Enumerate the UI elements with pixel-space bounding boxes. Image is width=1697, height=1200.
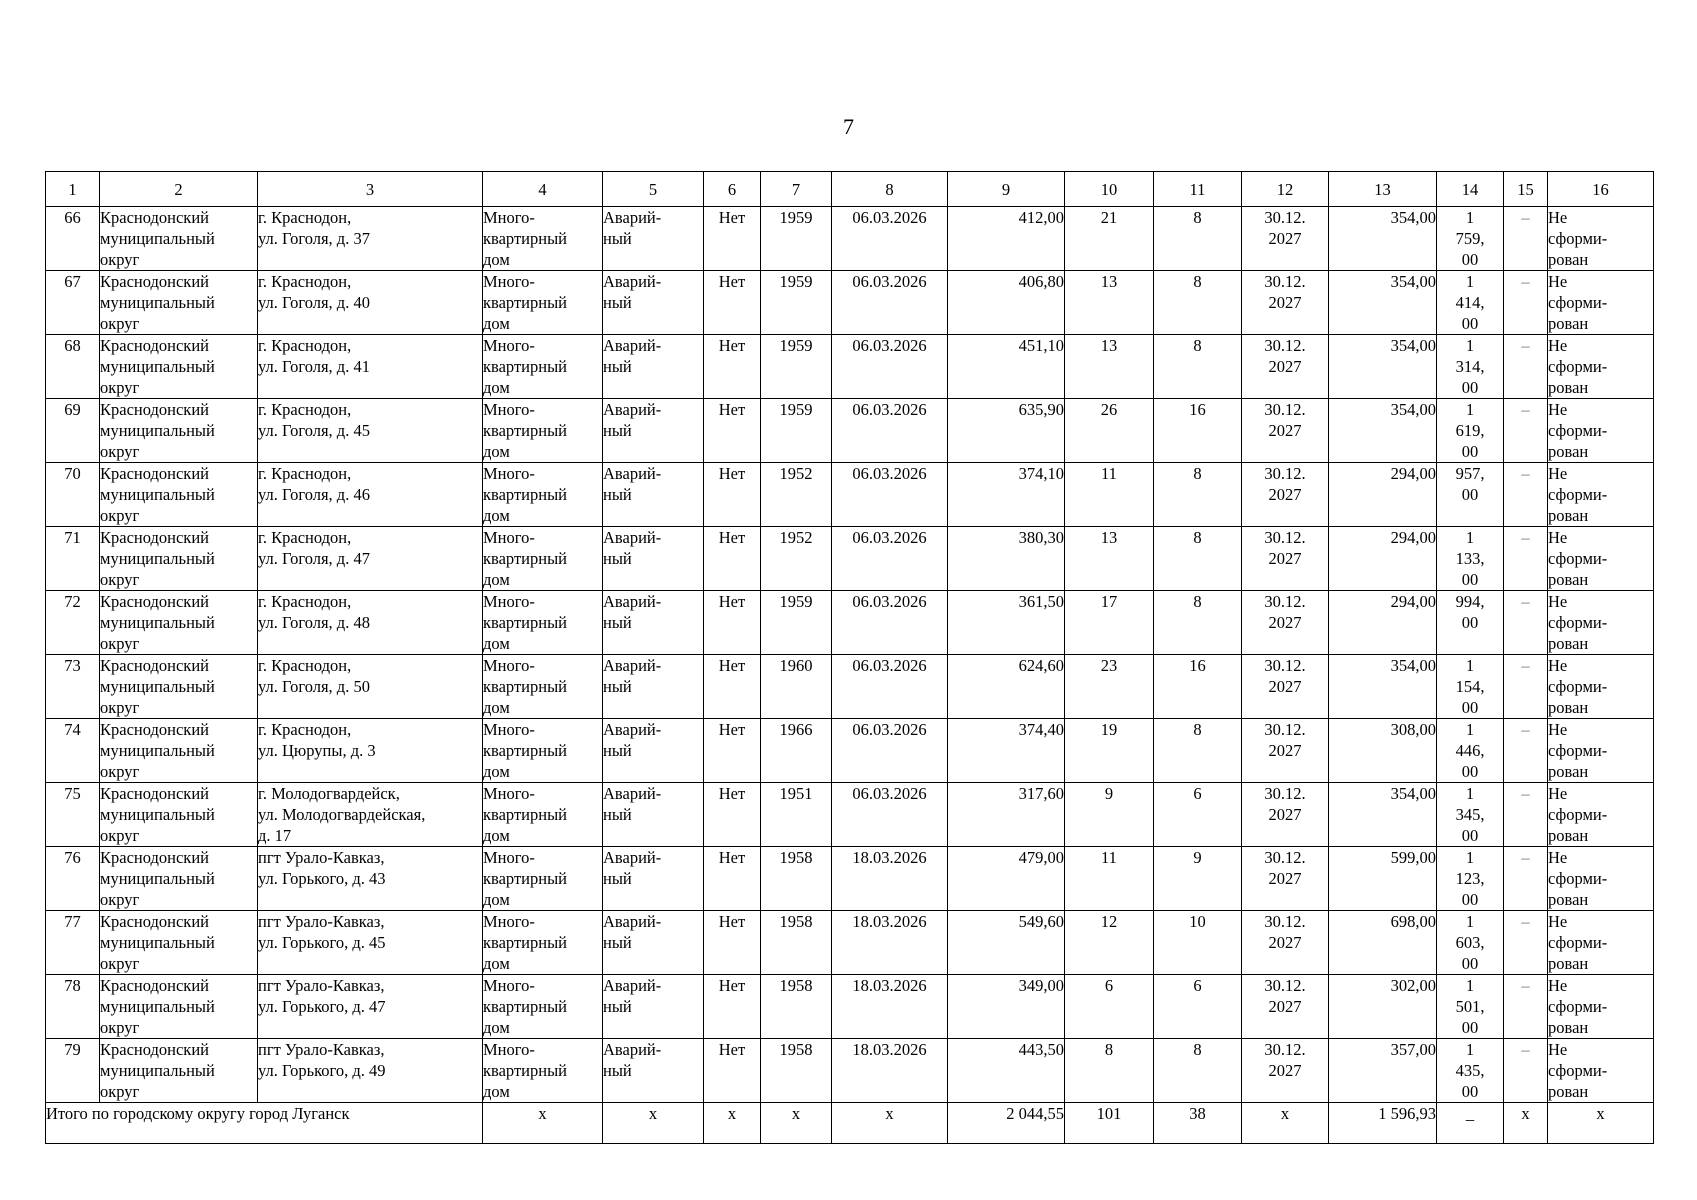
table-body: [46, 207, 1654, 1144]
cell-district: Краснодонский муниципальный округ: [100, 1039, 258, 1103]
cell-district: Краснодонский муниципальный округ: [100, 783, 258, 847]
table-row: [46, 207, 1654, 271]
total-cell-recognition-date: x: [832, 1103, 948, 1144]
cell-note: –: [1504, 527, 1548, 591]
cell-row-number: 72: [46, 591, 100, 655]
total-cell-status: x: [1548, 1103, 1654, 1144]
cell-note: –: [1504, 207, 1548, 271]
cell-area: 479,00: [948, 847, 1065, 911]
housing-registry-table: [45, 171, 1654, 1144]
cell-cost: 1 414, 00: [1437, 271, 1504, 335]
cell-row-number: 67: [46, 271, 100, 335]
table-row: [46, 1039, 1654, 1103]
cell-district: Краснодонский муниципальный округ: [100, 399, 258, 463]
cell-apartments: 16: [1154, 399, 1242, 463]
cell-note: –: [1504, 975, 1548, 1039]
cell-condition: Аварий- ный: [603, 335, 704, 399]
cell-district: Краснодонский муниципальный округ: [100, 335, 258, 399]
cell-address: пгт Урало-Кавказ, ул. Горького, д. 49: [258, 1039, 483, 1103]
cell-build-year: 1960: [761, 655, 832, 719]
total-cell-cost: _: [1437, 1103, 1504, 1144]
cell-residents: 11: [1065, 847, 1154, 911]
cell-condition: Аварий- ный: [603, 719, 704, 783]
cell-row-number: 68: [46, 335, 100, 399]
cell-house-type: Много- квартирный дом: [483, 271, 603, 335]
cell-condition: Аварий- ный: [603, 783, 704, 847]
column-header-9: 9: [948, 172, 1065, 207]
table-row: [46, 911, 1654, 975]
cell-resettlement-date: 30.12. 2027: [1242, 207, 1329, 271]
cell-residents: 13: [1065, 335, 1154, 399]
cell-note: –: [1504, 463, 1548, 527]
cell-status: Не сформи- рован: [1548, 399, 1654, 463]
cell-district: Краснодонский муниципальный округ: [100, 719, 258, 783]
cell-row-number: 78: [46, 975, 100, 1039]
cell-note: –: [1504, 847, 1548, 911]
total-row: [46, 1103, 1654, 1144]
column-header-13: 13: [1329, 172, 1437, 207]
cell-area: 380,30: [948, 527, 1065, 591]
cell-row-number: 76: [46, 847, 100, 911]
cell-condition: Аварий- ный: [603, 1039, 704, 1103]
cell-inclusion-flag: Нет: [704, 975, 761, 1039]
cell-note: –: [1504, 719, 1548, 783]
cell-district: Краснодонский муниципальный округ: [100, 591, 258, 655]
total-cell-note: x: [1504, 1103, 1548, 1144]
cell-inclusion-flag: Нет: [704, 271, 761, 335]
cell-note: –: [1504, 399, 1548, 463]
table-row: [46, 335, 1654, 399]
cell-recognition-date: 06.03.2026: [832, 399, 948, 463]
cell-apartments: 8: [1154, 463, 1242, 527]
cell-amount: 308,00: [1329, 719, 1437, 783]
cell-note: –: [1504, 911, 1548, 975]
page-number: 7: [843, 114, 854, 139]
cell-residents: 19: [1065, 719, 1154, 783]
cell-resettlement-date: 30.12. 2027: [1242, 783, 1329, 847]
cell-status: Не сформи- рован: [1548, 463, 1654, 527]
cell-amount: 294,00: [1329, 527, 1437, 591]
cell-build-year: 1952: [761, 527, 832, 591]
cell-recognition-date: 18.03.2026: [832, 975, 948, 1039]
cell-residents: 12: [1065, 911, 1154, 975]
cell-status: Не сформи- рован: [1548, 719, 1654, 783]
cell-status: Не сформи- рован: [1548, 847, 1654, 911]
column-header-7: 7: [761, 172, 832, 207]
cell-amount: 354,00: [1329, 271, 1437, 335]
cell-residents: 9: [1065, 783, 1154, 847]
cell-row-number: 66: [46, 207, 100, 271]
cell-resettlement-date: 30.12. 2027: [1242, 655, 1329, 719]
cell-recognition-date: 06.03.2026: [832, 783, 948, 847]
cell-cost: 1 154, 00: [1437, 655, 1504, 719]
cell-note: –: [1504, 655, 1548, 719]
cell-inclusion-flag: Нет: [704, 783, 761, 847]
cell-apartments: 8: [1154, 335, 1242, 399]
table-row: [46, 975, 1654, 1039]
cell-status: Не сформи- рован: [1548, 655, 1654, 719]
column-number-row: [46, 172, 1654, 207]
cell-house-type: Много- квартирный дом: [483, 591, 603, 655]
cell-address: г. Молодогвардейск, ул. Молодогвардейская, д. 17: [258, 783, 483, 847]
cell-residents: 13: [1065, 527, 1154, 591]
cell-resettlement-date: 30.12. 2027: [1242, 911, 1329, 975]
cell-apartments: 6: [1154, 975, 1242, 1039]
cell-condition: Аварий- ный: [603, 527, 704, 591]
cell-cost: 1 501, 00: [1437, 975, 1504, 1039]
cell-recognition-date: 06.03.2026: [832, 335, 948, 399]
cell-district: Краснодонский муниципальный округ: [100, 975, 258, 1039]
cell-inclusion-flag: Нет: [704, 911, 761, 975]
cell-address: пгт Урало-Кавказ, ул. Горького, д. 45: [258, 911, 483, 975]
cell-recognition-date: 06.03.2026: [832, 463, 948, 527]
cell-address: г. Краснодон, ул. Гоголя, д. 47: [258, 527, 483, 591]
cell-apartments: 9: [1154, 847, 1242, 911]
cell-row-number: 75: [46, 783, 100, 847]
cell-cost: 1 435, 00: [1437, 1039, 1504, 1103]
cell-inclusion-flag: Нет: [704, 1039, 761, 1103]
column-header-12: 12: [1242, 172, 1329, 207]
cell-amount: 354,00: [1329, 207, 1437, 271]
cell-inclusion-flag: Нет: [704, 335, 761, 399]
total-cell-amount: 1 596,93: [1329, 1103, 1437, 1144]
cell-house-type: Много- квартирный дом: [483, 527, 603, 591]
cell-address: г. Краснодон, ул. Гоголя, д. 48: [258, 591, 483, 655]
table-row: [46, 591, 1654, 655]
cell-amount: 354,00: [1329, 399, 1437, 463]
cell-note: –: [1504, 591, 1548, 655]
cell-address: г. Краснодон, ул. Гоголя, д. 40: [258, 271, 483, 335]
cell-apartments: 6: [1154, 783, 1242, 847]
cell-condition: Аварий- ный: [603, 463, 704, 527]
cell-address: г. Краснодон, ул. Гоголя, д. 41: [258, 335, 483, 399]
cell-cost: 957, 00: [1437, 463, 1504, 527]
cell-amount: 302,00: [1329, 975, 1437, 1039]
cell-build-year: 1958: [761, 1039, 832, 1103]
cell-recognition-date: 18.03.2026: [832, 1039, 948, 1103]
cell-status: Не сформи- рован: [1548, 271, 1654, 335]
cell-row-number: 70: [46, 463, 100, 527]
cell-district: Краснодонский муниципальный округ: [100, 911, 258, 975]
cell-address: г. Краснодон, ул. Гоголя, д. 37: [258, 207, 483, 271]
cell-condition: Аварий- ный: [603, 975, 704, 1039]
cell-note: –: [1504, 335, 1548, 399]
cell-house-type: Много- квартирный дом: [483, 335, 603, 399]
cell-note: –: [1504, 271, 1548, 335]
cell-build-year: 1952: [761, 463, 832, 527]
cell-district: Краснодонский муниципальный округ: [100, 463, 258, 527]
cell-amount: 294,00: [1329, 591, 1437, 655]
cell-area: 624,60: [948, 655, 1065, 719]
cell-build-year: 1958: [761, 975, 832, 1039]
cell-residents: 13: [1065, 271, 1154, 335]
cell-condition: Аварий- ный: [603, 207, 704, 271]
cell-address: г. Краснодон, ул. Гоголя, д. 46: [258, 463, 483, 527]
cell-amount: 599,00: [1329, 847, 1437, 911]
cell-row-number: 69: [46, 399, 100, 463]
cell-cost: 1 759, 00: [1437, 207, 1504, 271]
cell-resettlement-date: 30.12. 2027: [1242, 399, 1329, 463]
cell-cost: 1 603, 00: [1437, 911, 1504, 975]
cell-area: 451,10: [948, 335, 1065, 399]
cell-area: 361,50: [948, 591, 1065, 655]
cell-recognition-date: 06.03.2026: [832, 655, 948, 719]
cell-cost: 994, 00: [1437, 591, 1504, 655]
cell-house-type: Много- квартирный дом: [483, 463, 603, 527]
cell-build-year: 1959: [761, 335, 832, 399]
cell-amount: 357,00: [1329, 1039, 1437, 1103]
column-header-10: 10: [1065, 172, 1154, 207]
cell-house-type: Много- квартирный дом: [483, 655, 603, 719]
column-header-8: 8: [832, 172, 948, 207]
cell-apartments: 8: [1154, 719, 1242, 783]
cell-row-number: 73: [46, 655, 100, 719]
column-header-1: 1: [46, 172, 100, 207]
cell-recognition-date: 06.03.2026: [832, 527, 948, 591]
cell-address: г. Краснодон, ул. Гоголя, д. 45: [258, 399, 483, 463]
total-cell-condition: x: [603, 1103, 704, 1144]
cell-residents: 6: [1065, 975, 1154, 1039]
cell-status: Не сформи- рован: [1548, 207, 1654, 271]
cell-house-type: Много- квартирный дом: [483, 783, 603, 847]
column-header-16: 16: [1548, 172, 1654, 207]
cell-recognition-date: 18.03.2026: [832, 911, 948, 975]
cell-house-type: Много- квартирный дом: [483, 207, 603, 271]
cell-build-year: 1959: [761, 399, 832, 463]
cell-recognition-date: 18.03.2026: [832, 847, 948, 911]
cell-cost: 1 446, 00: [1437, 719, 1504, 783]
cell-inclusion-flag: Нет: [704, 207, 761, 271]
table-row: [46, 719, 1654, 783]
cell-row-number: 74: [46, 719, 100, 783]
cell-house-type: Много- квартирный дом: [483, 719, 603, 783]
cell-resettlement-date: 30.12. 2027: [1242, 335, 1329, 399]
cell-house-type: Много- квартирный дом: [483, 847, 603, 911]
cell-house-type: Много- квартирный дом: [483, 399, 603, 463]
cell-condition: Аварий- ный: [603, 271, 704, 335]
cell-area: 635,90: [948, 399, 1065, 463]
cell-resettlement-date: 30.12. 2027: [1242, 463, 1329, 527]
cell-resettlement-date: 30.12. 2027: [1242, 271, 1329, 335]
cell-district: Краснодонский муниципальный округ: [100, 847, 258, 911]
cell-house-type: Много- квартирный дом: [483, 911, 603, 975]
cell-condition: Аварий- ный: [603, 655, 704, 719]
cell-status: Не сформи- рован: [1548, 527, 1654, 591]
cell-recognition-date: 06.03.2026: [832, 591, 948, 655]
cell-resettlement-date: 30.12. 2027: [1242, 527, 1329, 591]
cell-cost: 1 133, 00: [1437, 527, 1504, 591]
cell-district: Краснодонский муниципальный округ: [100, 207, 258, 271]
table-row: [46, 527, 1654, 591]
cell-status: Не сформи- рован: [1548, 975, 1654, 1039]
cell-inclusion-flag: Нет: [704, 399, 761, 463]
cell-residents: 8: [1065, 1039, 1154, 1103]
cell-apartments: 8: [1154, 271, 1242, 335]
column-header-14: 14: [1437, 172, 1504, 207]
cell-area: 349,00: [948, 975, 1065, 1039]
cell-condition: Аварий- ный: [603, 911, 704, 975]
total-cell-house-type: x: [483, 1103, 603, 1144]
cell-amount: 294,00: [1329, 463, 1437, 527]
cell-resettlement-date: 30.12. 2027: [1242, 591, 1329, 655]
cell-row-number: 71: [46, 527, 100, 591]
table-row: [46, 783, 1654, 847]
cell-inclusion-flag: Нет: [704, 655, 761, 719]
cell-note: –: [1504, 783, 1548, 847]
total-cell-residents: 101: [1065, 1103, 1154, 1144]
cell-apartments: 8: [1154, 527, 1242, 591]
cell-build-year: 1958: [761, 847, 832, 911]
cell-cost: 1 345, 00: [1437, 783, 1504, 847]
cell-residents: 26: [1065, 399, 1154, 463]
cell-build-year: 1958: [761, 911, 832, 975]
total-cell-apartments: 38: [1154, 1103, 1242, 1144]
cell-area: 317,60: [948, 783, 1065, 847]
cell-recognition-date: 06.03.2026: [832, 719, 948, 783]
cell-apartments: 8: [1154, 591, 1242, 655]
cell-area: 374,10: [948, 463, 1065, 527]
cell-build-year: 1951: [761, 783, 832, 847]
cell-area: 406,80: [948, 271, 1065, 335]
cell-resettlement-date: 30.12. 2027: [1242, 1039, 1329, 1103]
table-row: [46, 655, 1654, 719]
column-header-2: 2: [100, 172, 258, 207]
table-row: [46, 399, 1654, 463]
cell-house-type: Много- квартирный дом: [483, 1039, 603, 1103]
cell-address: пгт Урало-Кавказ, ул. Горького, д. 47: [258, 975, 483, 1039]
cell-note: –: [1504, 1039, 1548, 1103]
total-cell-build-year: x: [761, 1103, 832, 1144]
table-header: [46, 172, 1654, 207]
cell-cost: 1 619, 00: [1437, 399, 1504, 463]
cell-status: Не сформи- рован: [1548, 911, 1654, 975]
cell-area: 374,40: [948, 719, 1065, 783]
cell-recognition-date: 06.03.2026: [832, 271, 948, 335]
cell-inclusion-flag: Нет: [704, 527, 761, 591]
cell-build-year: 1966: [761, 719, 832, 783]
column-header-5: 5: [603, 172, 704, 207]
cell-apartments: 8: [1154, 1039, 1242, 1103]
cell-amount: 354,00: [1329, 655, 1437, 719]
cell-house-type: Много- квартирный дом: [483, 975, 603, 1039]
cell-status: Не сформи- рован: [1548, 335, 1654, 399]
cell-area: 412,00: [948, 207, 1065, 271]
cell-address: г. Краснодон, ул. Гоголя, д. 50: [258, 655, 483, 719]
cell-condition: Аварий- ный: [603, 847, 704, 911]
cell-status: Не сформи- рован: [1548, 783, 1654, 847]
cell-address: г. Краснодон, ул. Цюрупы, д. 3: [258, 719, 483, 783]
cell-area: 443,50: [948, 1039, 1065, 1103]
cell-district: Краснодонский муниципальный округ: [100, 271, 258, 335]
total-cell-inclusion-flag: x: [704, 1103, 761, 1144]
cell-residents: 21: [1065, 207, 1154, 271]
cell-inclusion-flag: Нет: [704, 463, 761, 527]
cell-resettlement-date: 30.12. 2027: [1242, 847, 1329, 911]
cell-apartments: 8: [1154, 207, 1242, 271]
column-header-6: 6: [704, 172, 761, 207]
cell-amount: 354,00: [1329, 783, 1437, 847]
column-header-3: 3: [258, 172, 483, 207]
cell-condition: Аварий- ный: [603, 591, 704, 655]
cell-build-year: 1959: [761, 271, 832, 335]
cell-residents: 11: [1065, 463, 1154, 527]
cell-district: Краснодонский муниципальный округ: [100, 527, 258, 591]
table-row: [46, 463, 1654, 527]
cell-cost: 1 123, 00: [1437, 847, 1504, 911]
cell-residents: 23: [1065, 655, 1154, 719]
cell-inclusion-flag: Нет: [704, 719, 761, 783]
cell-status: Не сформи- рован: [1548, 1039, 1654, 1103]
cell-build-year: 1959: [761, 591, 832, 655]
cell-amount: 698,00: [1329, 911, 1437, 975]
cell-inclusion-flag: Нет: [704, 847, 761, 911]
cell-recognition-date: 06.03.2026: [832, 207, 948, 271]
cell-inclusion-flag: Нет: [704, 591, 761, 655]
cell-status: Не сформи- рован: [1548, 591, 1654, 655]
cell-cost: 1 314, 00: [1437, 335, 1504, 399]
total-label: Итого по городскому округу город Луганск: [46, 1103, 483, 1144]
cell-row-number: 77: [46, 911, 100, 975]
table-row: [46, 271, 1654, 335]
column-header-11: 11: [1154, 172, 1242, 207]
table-row: [46, 847, 1654, 911]
cell-residents: 17: [1065, 591, 1154, 655]
total-cell-resettlement-date: x: [1242, 1103, 1329, 1144]
column-header-4: 4: [483, 172, 603, 207]
cell-condition: Аварий- ный: [603, 399, 704, 463]
cell-address: пгт Урало-Кавказ, ул. Горького, д. 43: [258, 847, 483, 911]
cell-district: Краснодонский муниципальный округ: [100, 655, 258, 719]
cell-area: 549,60: [948, 911, 1065, 975]
cell-resettlement-date: 30.12. 2027: [1242, 975, 1329, 1039]
cell-build-year: 1959: [761, 207, 832, 271]
cell-apartments: 10: [1154, 911, 1242, 975]
cell-apartments: 16: [1154, 655, 1242, 719]
column-header-15: 15: [1504, 172, 1548, 207]
total-cell-area: 2 044,55: [948, 1103, 1065, 1144]
cell-amount: 354,00: [1329, 335, 1437, 399]
cell-row-number: 79: [46, 1039, 100, 1103]
cell-resettlement-date: 30.12. 2027: [1242, 719, 1329, 783]
